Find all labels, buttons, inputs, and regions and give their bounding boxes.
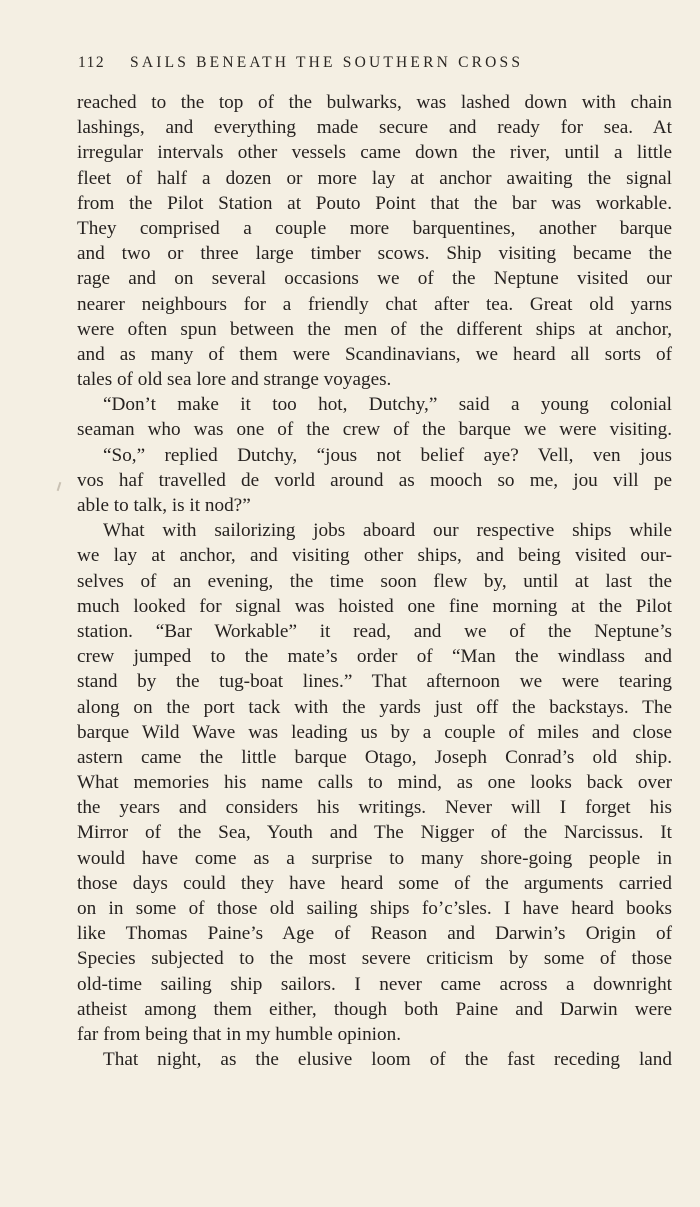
text-line: astern came the little barque Otago, Joseph Conrad’s old ship. [77,746,672,768]
text-line: That night, as the elusive loom of the fast receding land [103,1049,672,1071]
text-line: the years and considers his writings. Never will I forget his [77,797,672,819]
margin-speck [57,482,62,491]
text-line: What with sailorizing jobs aboard our respective ships while [103,520,672,542]
text-line: atheist among them either, though both Paine and Darwin were [77,998,672,1020]
running-title: SAILS BENEATH THE SOUTHERN CROSS [130,54,524,71]
running-head [78,54,638,78]
text-line: much looked for signal was hoisted one fine morning at the Pilot [77,595,672,617]
text-line: from the Pilot Station at Pouto Point that the bar was workable. [77,192,672,214]
text-line: were often spun between the men of the different ships at anchor, [77,318,672,340]
text-line: selves of an evening, the time soon flew by, until at last the [77,570,672,592]
text-line: They comprised a couple more barquentines, another barque [77,217,672,239]
text-line: would have come as a surprise to many shore-going people in [77,847,672,869]
text-line: fleet of half a dozen or more lay at anchor awaiting the signal [77,167,672,189]
text-line: Mirror of the Sea, Youth and The Nigger of the Narcissus. It [77,822,672,844]
text-line: rage and on several occasions we of the Neptune visited our [77,268,672,290]
text-line: along on the port tack with the yards just off the backstays. The [77,696,672,718]
text-line: vos haf travelled de vorld around as mooch so me, jou vill pe [77,469,672,491]
text-line: able to talk, is it nod?” [77,495,251,516]
page-number: 112 [78,54,106,71]
text-line: What memories his name calls to mind, as one looks back over [77,772,672,794]
body-text [77,90,672,1072]
text-line: Species subjected to the most severe criticism by some of those [77,948,672,970]
text-line: crew jumped to the mate’s order of “Man the windlass and [77,646,672,668]
text-line: “So,” replied Dutchy, “jous not belief aye? Vell, ven jous [103,444,672,466]
text-line: and as many of them were Scandinavians, we heard all sorts of [77,343,672,365]
text-line: seaman who was one of the crew of the barque we were visiting. [77,419,672,441]
text-line: old-time sailing ship sailors. I never came across a downright [77,973,672,995]
text-line: far from being that in my humble opinion. [77,1023,401,1045]
text-line: irregular intervals other vessels came down the river, until a little [77,142,672,164]
text-line: those days could they have heard some of the arguments carried [77,872,672,894]
text-line: like Thomas Paine’s Age of Reason and Darwin’s Origin of [77,923,672,945]
text-line: stand by the tug-boat lines.” That afternoon we were tearing [77,671,672,693]
text-line: lashings, and everything made secure and ready for sea. At [77,117,672,139]
text-line: and two or three large timber scows. Ship visiting became the [77,243,672,265]
text-line: tales of old sea lore and strange voyages. [77,369,392,391]
text-line: reached to the top of the bulwarks, was lashed down with chain [77,92,672,113]
text-line: on in some of those old sailing ships fo’c’sles. I have heard books [77,898,672,919]
text-line: station. “Bar Workable” it read, and we of the Neptune’s [77,620,672,642]
text-line: we lay at anchor, and visiting other ships, and being visited our- [77,545,672,567]
text-line: “Don’t make it too hot, Dutchy,” said a young colonial [103,394,672,416]
text-line: barque Wild Wave was leading us by a couple of miles and close [77,721,672,743]
text-line: nearer neighbours for a friendly chat after tea. Great old yarns [77,293,672,315]
